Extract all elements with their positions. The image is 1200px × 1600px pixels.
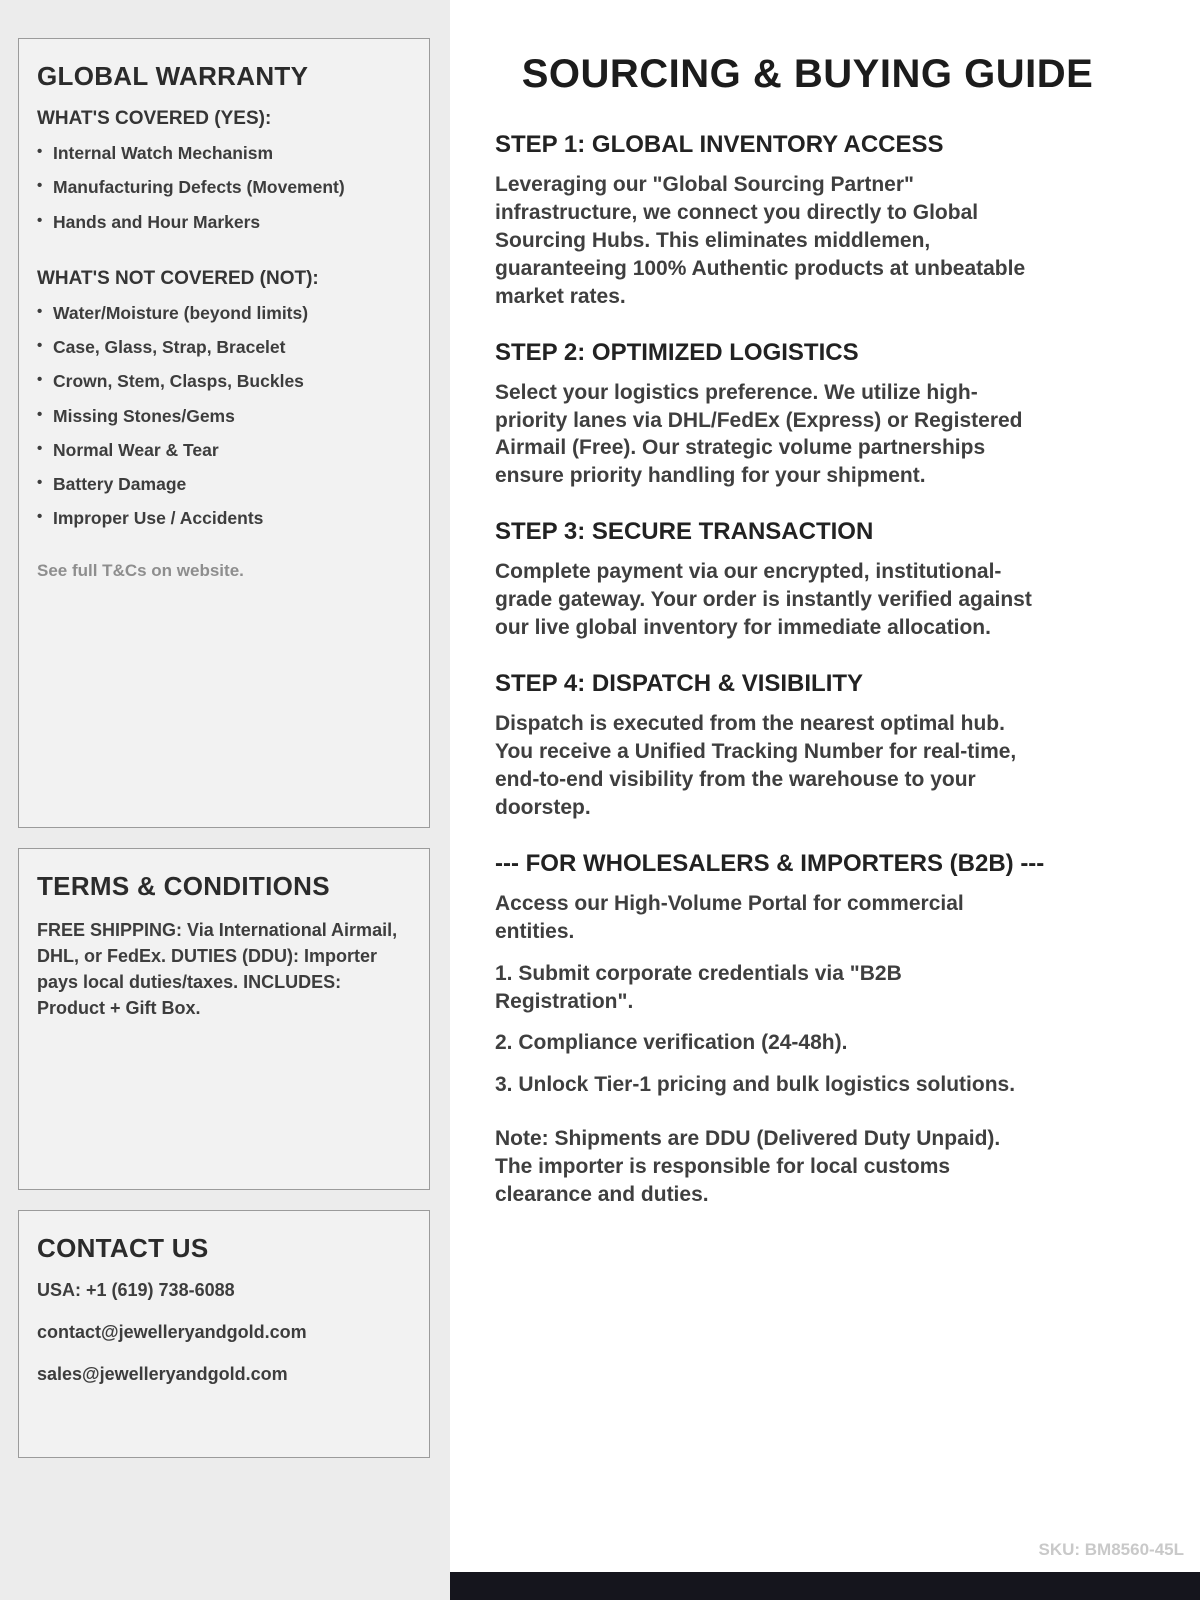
sales-email: sales@jewelleryandgold.com (37, 1364, 288, 1384)
terms-box (18, 848, 430, 1190)
warranty-not-covered-item: • Normal Wear & Tear (37, 441, 411, 460)
warranty-not-covered-item: • Battery Damage (37, 475, 411, 494)
step-3-body: Complete payment via our encrypted, institutional-grade gateway. Your order is instantly verified against our live global inventory for immediate allocation. (495, 560, 1032, 640)
sku-label: SKU: BM8560-45L (1038, 1540, 1184, 1559)
terms-body: FREE SHIPPING: Via International Airmail, DHL, or FedEx. DUTIES (DDU): Importer pays local duties/taxes. INCLUDES: Product + Gift Box. (37, 920, 398, 1018)
b2b-note: Note: Shipments are DDU (Delivered Duty Unpaid). The importer is responsible for local customs clearance and duties. (495, 1127, 1001, 1207)
step-4-body: Dispatch is executed from the nearest optimal hub. You receive a Unified Tracking Number for real-time, end-to-end visibility from the warehouse to your doorstep. (495, 712, 1017, 819)
b2b-step: 1. Submit corporate credentials via "B2B Registration". (495, 961, 902, 1013)
step-4-section (495, 670, 1120, 822)
step-2-body: Select your logistics preference. We utilize high-priority lanes via DHL/FedEx (Express) or Registered Airmail (Free). Our strategic volume partnerships ensure priority handling for your shipment. (495, 380, 1023, 488)
step-4-heading: STEP 4: DISPATCH & VISIBILITY (495, 670, 864, 698)
step-1-heading: STEP 1: GLOBAL INVENTORY ACCESS (495, 131, 944, 158)
contact-box (18, 1210, 430, 1458)
b2b-heading: --- FOR WHOLESALERS & IMPORTERS (B2B) --- (495, 849, 1045, 877)
contact-title: CONTACT US (37, 1233, 209, 1263)
warranty-not-covered-item: • Improper Use / Accidents (37, 509, 411, 528)
warranty-box (18, 38, 430, 828)
b2b-step: 2. Compliance verification (24-48h). (495, 1031, 848, 1055)
terms-title: TERMS & CONDITIONS (37, 871, 330, 901)
step-3-heading: STEP 3: SECURE TRANSACTION (495, 518, 874, 546)
warranty-covered-item: • Hands and Hour Markers (37, 213, 411, 232)
step-2-section (495, 339, 1120, 491)
warranty-not-covered-item: • Crown, Stem, Clasps, Buckles (37, 372, 411, 391)
footer-bar (450, 1572, 1200, 1600)
warranty-not-covered-list (37, 304, 411, 529)
warranty-not-covered-item: • Missing Stones/Gems (37, 407, 411, 426)
page-title: SOURCING & BUYING GUIDE (521, 52, 1094, 96)
contact-phone: USA: +1 (619) 738-6088 (37, 1280, 235, 1300)
warranty-covered-item: • Internal Watch Mechanism (37, 144, 411, 163)
step-1-body: Leveraging our "Global Sourcing Partner" infrastructure, we connect you directly to Global Sourcing Hubs. This eliminates middlemen, guaranteeing 100% Authentic products at unbeatable market rates. (495, 173, 1026, 308)
warranty-covered-list (37, 144, 411, 232)
b2b-step: 3. Unlock Tier-1 pricing and bulk logistics solutions. (495, 1073, 1016, 1097)
warranty-not-covered-item: • Water/Moisture (beyond limits) (37, 304, 411, 323)
main-content (450, 0, 1200, 1600)
step-1-section (495, 131, 1120, 311)
warranty-title: GLOBAL WARRANTY (37, 61, 309, 91)
contact-email: contact@jewelleryandgold.com (37, 1322, 307, 1342)
warranty-footnote: See full T&Cs on website. (37, 560, 244, 580)
warranty-not-covered-item: • Case, Glass, Strap, Bracelet (37, 338, 411, 357)
step-3-section (495, 518, 1120, 642)
warranty-covered-heading: WHAT'S COVERED (YES): (37, 108, 272, 129)
b2b-lead: Access our High-Volume Portal for commercial entities. (495, 891, 964, 943)
b2b-section (495, 850, 1120, 1209)
step-2-heading: STEP 2: OPTIMIZED LOGISTICS (495, 338, 859, 366)
warranty-covered-item: • Manufacturing Defects (Movement) (37, 178, 411, 197)
warranty-not-covered-heading: WHAT'S NOT COVERED (NOT): (37, 267, 319, 289)
sidebar (0, 0, 450, 1600)
